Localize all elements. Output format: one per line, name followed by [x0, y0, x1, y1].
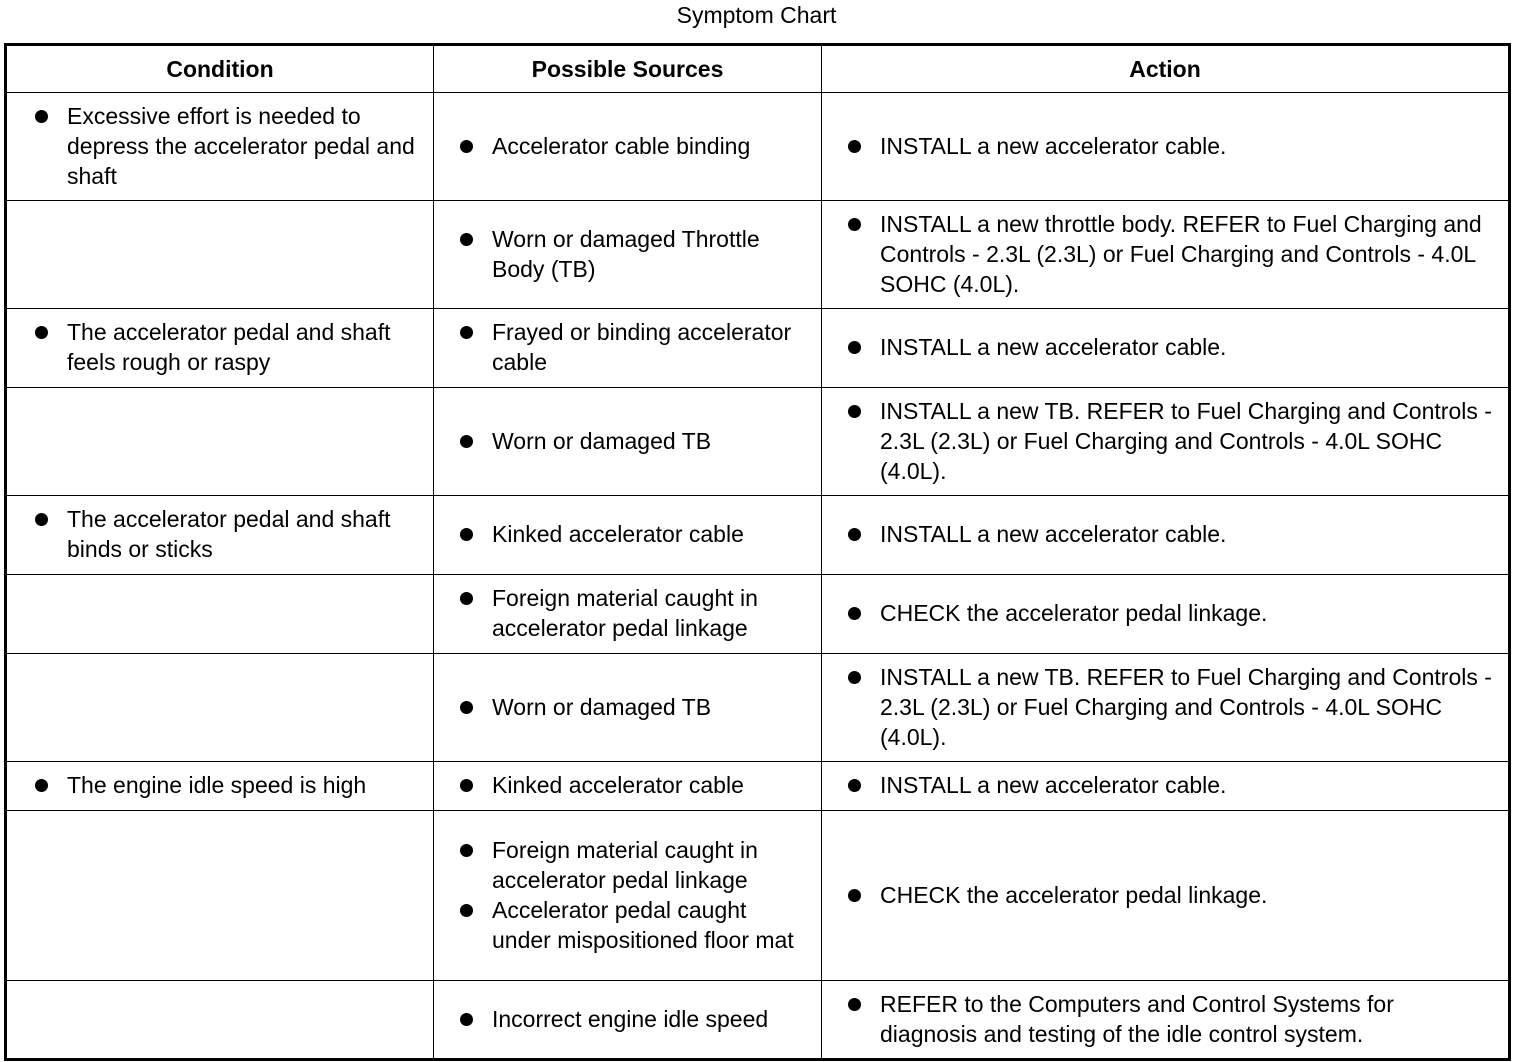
bullet-list [7, 504, 433, 564]
action-cell [822, 654, 1510, 762]
list-item-text: INSTALL a new throttle body. REFER to Fuel Charging and Controls - 2.3L (2.3L) or Fuel Charging and Controls - 4.0L SOHC (4.0L). [880, 210, 1482, 297]
list-item-text: Worn or damaged Throttle Body (TB) [492, 225, 760, 282]
header-action: Action [822, 45, 1510, 93]
action-cell [822, 201, 1510, 309]
list-item [7, 770, 433, 800]
list-item [434, 317, 821, 377]
list-item [822, 519, 1508, 549]
bullet-list [7, 770, 433, 800]
table-row [6, 201, 1510, 309]
list-item-text: Excessive effort is needed to depress the accelerator pedal and shaft [67, 102, 415, 189]
possible-sources-cell [434, 654, 822, 762]
list-item [822, 209, 1508, 299]
possible-sources-cell [434, 201, 822, 309]
list-item-text: INSTALL a new TB. REFER to Fuel Charging and Controls - 2.3L (2.3L) or Fuel Charging and Controls - 4.0L SOHC (4.0L). [880, 663, 1492, 750]
bullet-list [434, 519, 821, 549]
list-item-text: Frayed or binding accelerator cable [492, 319, 792, 375]
list-item [822, 131, 1508, 161]
list-item-text: Worn or damaged TB [492, 693, 712, 720]
action-cell [822, 93, 1510, 201]
bullet-icon [35, 110, 48, 123]
condition-cell [6, 201, 434, 309]
bullet-icon [848, 528, 861, 541]
bullet-icon [848, 889, 861, 902]
bullet-icon [460, 1013, 473, 1026]
bullet-icon [35, 513, 48, 526]
condition-cell [6, 388, 434, 496]
table-row [6, 309, 1510, 388]
bullet-icon [848, 405, 861, 418]
bullet-icon [460, 904, 473, 917]
list-item-text: INSTALL a new accelerator cable. [880, 521, 1227, 547]
list-item [434, 519, 821, 549]
list-item [822, 396, 1508, 486]
list-item-text: The accelerator pedal and shaft feels rough or raspy [67, 319, 391, 375]
condition-cell [6, 575, 434, 654]
action-cell [822, 981, 1510, 1060]
list-item-text: INSTALL a new TB. REFER to Fuel Charging and Controls - 2.3L (2.3L) or Fuel Charging and Controls - 4.0L SOHC (4.0L). [880, 397, 1492, 484]
possible-sources-cell [434, 496, 822, 575]
list-item-text: Kinked accelerator cable [492, 772, 744, 798]
bullet-icon [460, 326, 473, 339]
action-cell [822, 762, 1510, 811]
possible-sources-cell [434, 811, 822, 981]
bullet-list [822, 598, 1508, 628]
bullet-list [434, 131, 821, 161]
list-item [434, 131, 821, 161]
list-item-text: CHECK the accelerator pedal linkage. [880, 881, 1268, 908]
bullet-icon [460, 779, 473, 792]
bullet-list [434, 1004, 821, 1034]
header-row [6, 45, 1510, 93]
table-row [6, 654, 1510, 762]
condition-cell [6, 496, 434, 575]
bullet-list [822, 989, 1508, 1049]
bullet-icon [848, 341, 861, 354]
bullet-list [434, 692, 821, 722]
symptom-chart-table [4, 43, 1511, 1061]
list-item [822, 770, 1508, 800]
chart-title: Symptom Chart [676, 2, 837, 28]
table-body [6, 93, 1510, 1060]
action-cell [822, 811, 1510, 981]
possible-sources-cell [434, 309, 822, 388]
bullet-list [7, 317, 433, 377]
table-row [6, 388, 1510, 496]
list-item-text: Kinked accelerator cable [492, 521, 744, 547]
list-item-text: The accelerator pedal and shaft binds or sticks [67, 506, 391, 562]
bullet-icon [848, 218, 861, 231]
bullet-icon [848, 140, 861, 153]
list-item [434, 224, 821, 284]
possible-sources-cell [434, 93, 822, 201]
list-item-text: Accelerator cable binding [492, 132, 751, 159]
action-cell [822, 388, 1510, 496]
possible-sources-cell [434, 762, 822, 811]
header-condition: Condition [6, 45, 434, 93]
table-row [6, 575, 1510, 654]
list-item [434, 692, 821, 722]
bullet-icon [460, 592, 473, 605]
header-possible-sources: Possible Sources [434, 45, 822, 93]
table-row [6, 93, 1510, 201]
list-item [822, 989, 1508, 1049]
bullet-list [822, 662, 1508, 752]
possible-sources-cell [434, 575, 822, 654]
bullet-list [822, 519, 1508, 549]
action-cell [822, 309, 1510, 388]
list-item [7, 504, 433, 564]
list-item-text: INSTALL a new accelerator cable. [880, 132, 1227, 159]
list-item-text: INSTALL a new accelerator cable. [880, 772, 1227, 798]
list-item [7, 317, 433, 377]
bullet-icon [848, 607, 861, 620]
list-item-text: INSTALL a new accelerator cable. [880, 334, 1227, 360]
condition-cell [6, 811, 434, 981]
action-cell [822, 496, 1510, 575]
bullet-list [822, 332, 1508, 362]
table-row [6, 981, 1510, 1060]
bullet-icon [460, 140, 473, 153]
condition-cell [6, 93, 434, 201]
condition-cell [6, 981, 434, 1060]
list-item-text: Foreign material caught in accelerator pedal linkage [492, 836, 758, 893]
list-item [434, 426, 821, 456]
list-item [434, 583, 821, 643]
bullet-list [434, 583, 821, 643]
bullet-icon [848, 998, 861, 1011]
possible-sources-cell [434, 981, 822, 1060]
list-item-text: The engine idle speed is high [67, 772, 367, 798]
bullet-list [822, 880, 1508, 910]
list-item-text: Accelerator pedal caught under mispositioned floor mat [492, 896, 794, 953]
bullet-list [822, 396, 1508, 486]
bullet-list [434, 770, 821, 800]
list-item-text: REFER to the Computers and Control Systems for diagnosis and testing of the idle control system. [880, 990, 1394, 1047]
bullet-icon [460, 435, 473, 448]
bullet-list [822, 770, 1508, 800]
action-cell [822, 575, 1510, 654]
table-row [6, 811, 1510, 981]
bullet-list [434, 835, 821, 955]
bullet-icon [35, 326, 48, 339]
bullet-list [822, 209, 1508, 299]
bullet-icon [460, 844, 473, 857]
list-item [822, 662, 1508, 752]
list-item [434, 770, 821, 800]
list-item-text: Incorrect engine idle speed [492, 1005, 769, 1032]
list-item [822, 598, 1508, 628]
bullet-list [434, 317, 821, 377]
table-row [6, 496, 1510, 575]
list-item [434, 895, 821, 955]
list-item [7, 101, 433, 191]
bullet-icon [848, 671, 861, 684]
bullet-icon [35, 779, 48, 792]
list-item [434, 1004, 821, 1034]
bullet-icon [460, 701, 473, 714]
possible-sources-cell [434, 388, 822, 496]
list-item [822, 880, 1508, 910]
table-row [6, 762, 1510, 811]
list-item-text: Worn or damaged TB [492, 427, 712, 454]
list-item [822, 332, 1508, 362]
bullet-icon [848, 779, 861, 792]
condition-cell [6, 309, 434, 388]
condition-cell [6, 762, 434, 811]
bullet-list [434, 224, 821, 284]
list-item-text: Foreign material caught in accelerator pedal linkage [492, 585, 758, 641]
bullet-list [434, 426, 821, 456]
bullet-list [822, 131, 1508, 161]
condition-cell [6, 654, 434, 762]
bullet-list [7, 101, 433, 191]
list-item [434, 835, 821, 895]
bullet-icon [460, 528, 473, 541]
bullet-icon [460, 233, 473, 246]
list-item-text: CHECK the accelerator pedal linkage. [880, 600, 1268, 626]
